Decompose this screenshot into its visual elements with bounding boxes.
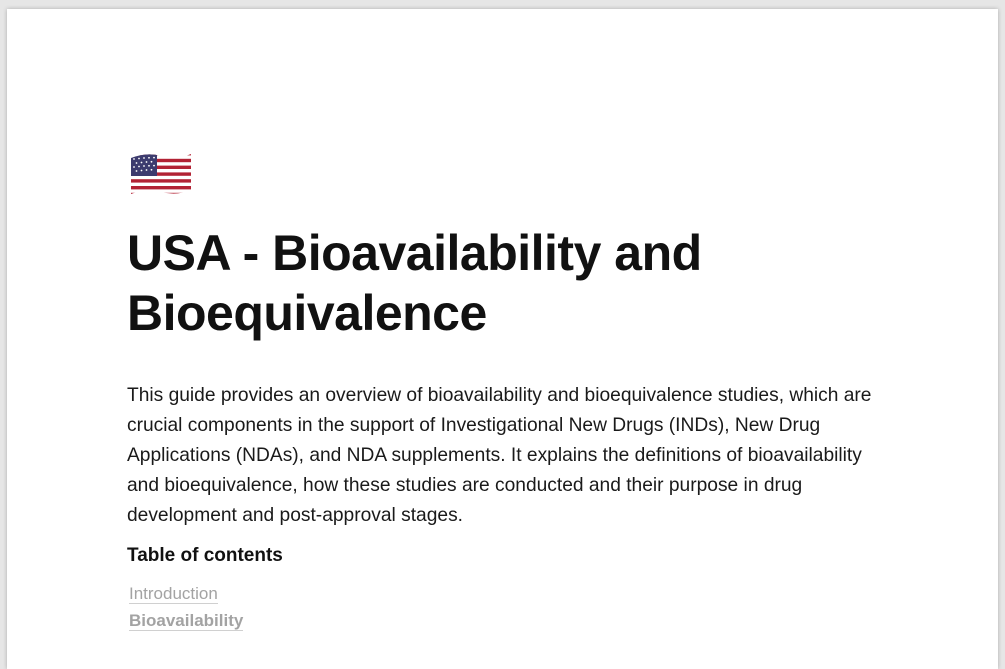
table-of-contents: [129, 583, 243, 637]
us-flag-icon: [129, 152, 193, 196]
toc-heading: Table of contents: [127, 545, 283, 566]
intro-paragraph: This guide provides an overview of bioavailability and bioequivalence studies, which are crucial components in the support of Investigational New Drugs (INDs), New Drug Applications (NDAs), and NDA supplements. It explains the definitions of bioavailability and bioequivalence, how these studies are conducted and their purpose in drug development and post-approval stages.: [127, 385, 872, 526]
toc-item-introduction[interactable]: [129, 583, 243, 610]
page-title: USA - Bioavailability and Bioequivalence: [127, 225, 702, 341]
toc-link-introduction[interactable]: Introduction: [129, 584, 218, 603]
toc-item-bioavailability[interactable]: [129, 610, 243, 637]
document-page: [7, 9, 998, 669]
toc-link-bioavailability[interactable]: Bioavailability: [129, 611, 244, 630]
